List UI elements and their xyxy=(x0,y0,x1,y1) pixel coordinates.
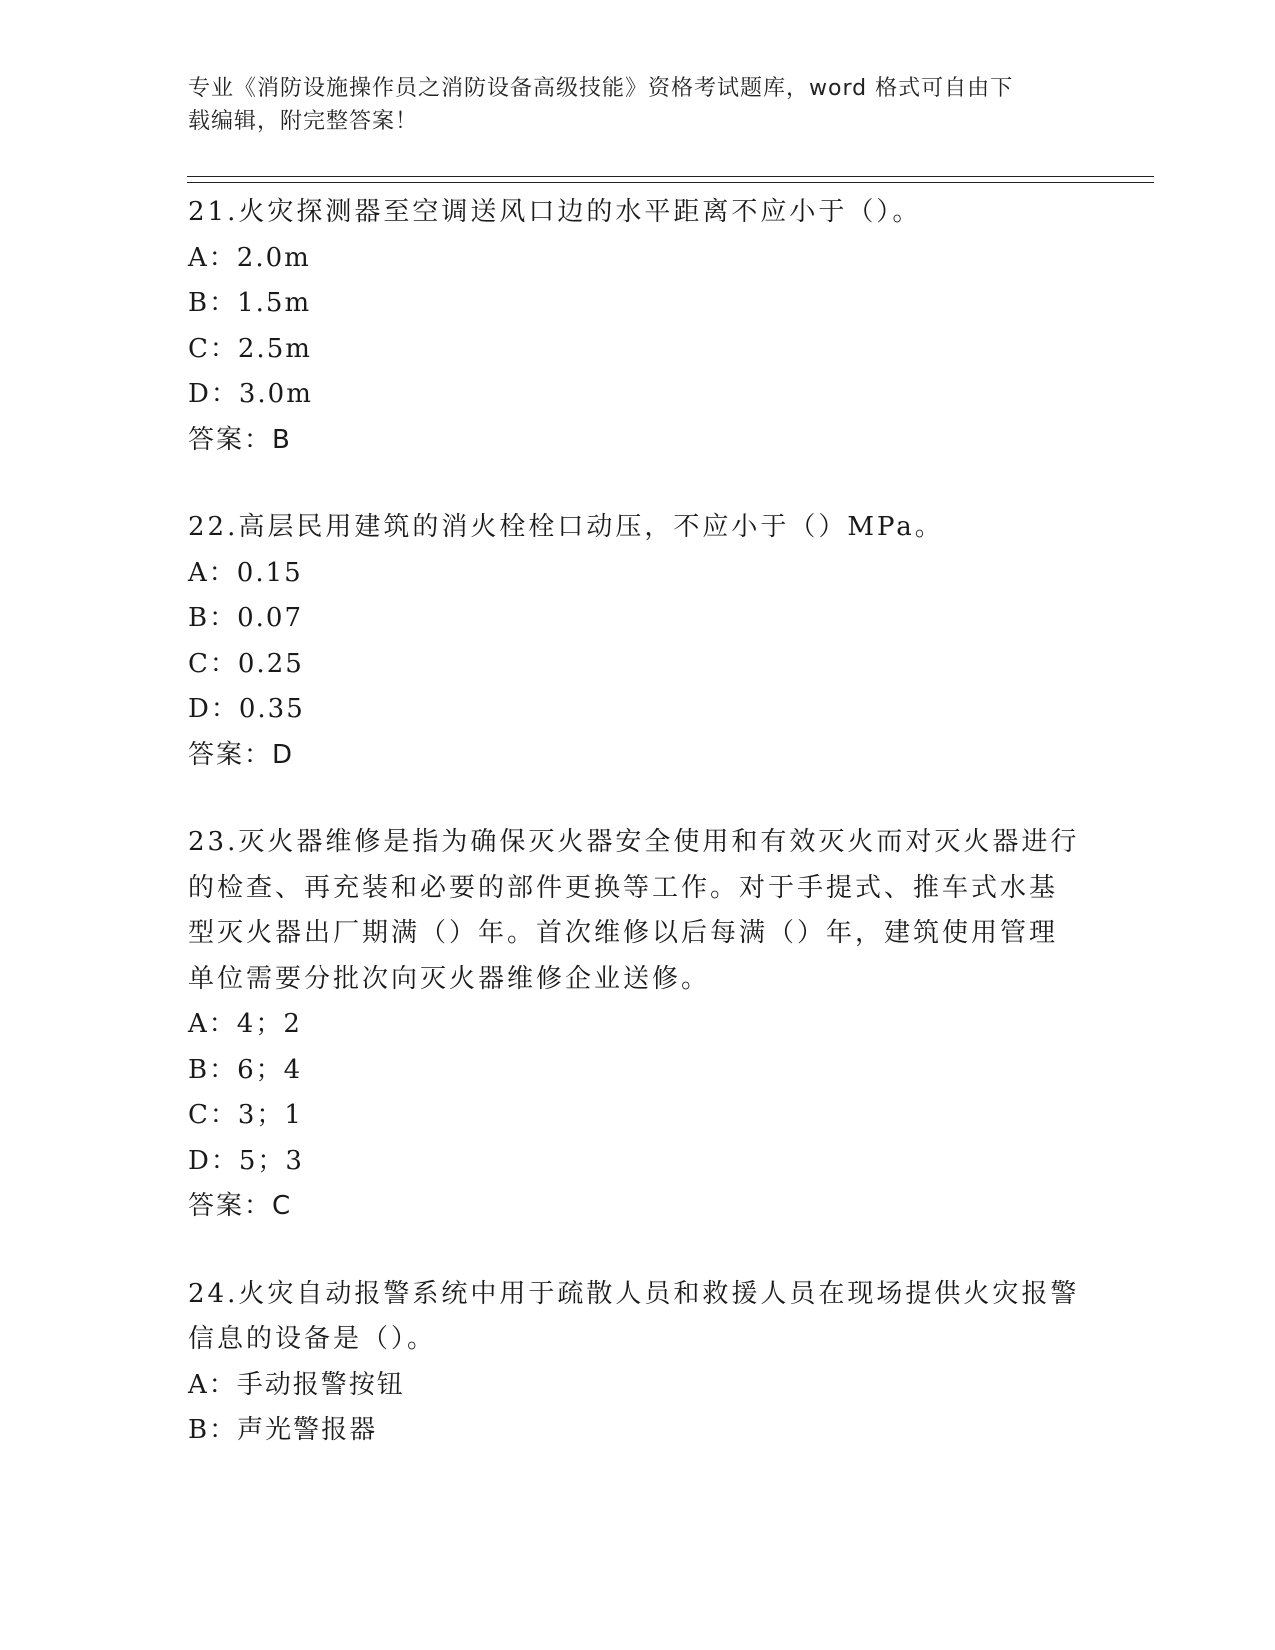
question-list xyxy=(188,190,1088,1496)
option-d: D：0.35 xyxy=(188,694,305,724)
document-header xyxy=(188,72,1088,138)
answer-line: 答案：C xyxy=(188,1191,293,1221)
question-22 xyxy=(188,505,1088,778)
option-c: C：2.5m xyxy=(188,333,312,364)
option-b: B：1.5m xyxy=(188,288,312,318)
question-text: 22.高层民用建筑的消火栓栓口动压，不应小于（）MPa。 xyxy=(188,512,944,542)
header-line-2: 载编辑，附完整答案！ xyxy=(188,109,419,134)
answer-line: 答案：D xyxy=(188,739,295,770)
option-d: D：3.0m xyxy=(188,379,313,409)
header-divider-top xyxy=(187,176,1154,177)
option-b: B：0.07 xyxy=(188,603,303,633)
answer-line: 答案：B xyxy=(188,424,292,455)
option-d: D：5；3 xyxy=(188,1145,304,1176)
question-text-line-1: 24.火灾自动报警系统中用于疏散人员和救援人员在现场提供火灾报警 xyxy=(188,1278,1080,1309)
question-text-line-3: 型灭火器出厂期满（）年。首次维修以后每满（）年，建筑使用管理 xyxy=(188,918,1059,948)
option-a: A：0.15 xyxy=(188,557,303,588)
question-text-line-2: 的检查、再充装和必要的部件更换等工作。对于手提式、推车式水基 xyxy=(188,872,1059,903)
question-text-line-1: 23.灭火器维修是指为确保灭火器安全使用和有效灭火而对灭火器进行 xyxy=(188,827,1080,857)
question-23 xyxy=(188,820,1088,1230)
option-a: A：4；2 xyxy=(188,1009,302,1039)
option-c: C：0.25 xyxy=(188,648,304,679)
option-c: C：3；1 xyxy=(188,1100,303,1130)
option-a: A：2.0m xyxy=(188,242,311,273)
question-text-line-4: 单位需要分批次向灭火器维修企业送修。 xyxy=(188,963,711,994)
question-text: 21.火灾探测器至空调送风口边的水平距离不应小于（）。 xyxy=(188,197,922,227)
option-a: A：手动报警按钮 xyxy=(188,1369,405,1400)
header-divider-bottom xyxy=(187,182,1154,183)
question-21 xyxy=(188,190,1088,463)
option-b: B：6；4 xyxy=(188,1054,303,1085)
question-24 xyxy=(188,1272,1088,1454)
header-line-1: 专业《消防设施操作员之消防设备高级技能》资格考试题库，word 格式可自由下 xyxy=(188,76,1014,101)
option-b: B：声光警报器 xyxy=(188,1415,378,1445)
question-text-line-2: 信息的设备是（）。 xyxy=(188,1324,437,1354)
